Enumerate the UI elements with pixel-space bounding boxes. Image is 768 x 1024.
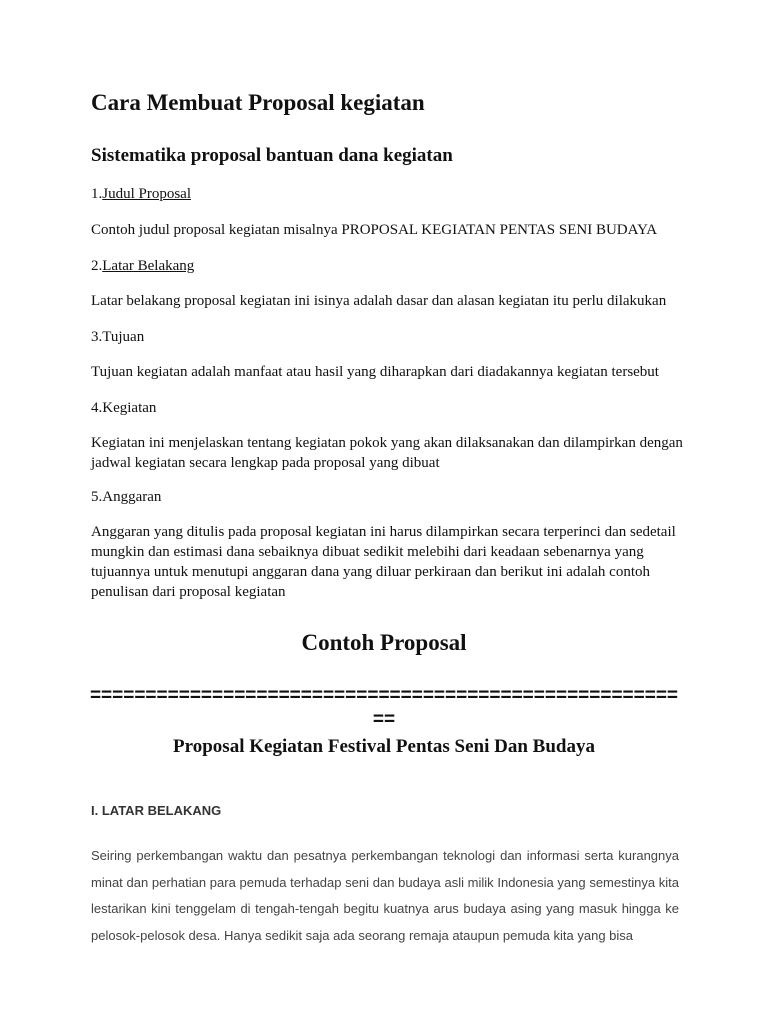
section-number: 2.	[91, 258, 103, 274]
section-number: 4.	[91, 400, 103, 416]
separator-line-1: =====================================================	[89, 685, 679, 706]
proposal-section-heading: I. LATAR BELAKANG	[91, 803, 222, 818]
section-heading-5	[91, 487, 161, 507]
section-number: 5.	[91, 489, 103, 505]
section-text-3: Tujuan kegiatan adalah manfaat atau hasil yang diharapkan dari diadakannya kegiatan tersebut	[91, 364, 659, 380]
proposal-title: Proposal Kegiatan Festival Pentas Seni Dan Budaya	[173, 736, 595, 757]
separator	[0, 684, 768, 732]
proposal-section-text: Seiring perkembangan waktu dan pesatnya perkembangan teknologi dan informasi serta kurangnya minat dan perhatian para pemuda terhadap seni dan budaya asli milik Indonesia yang semestinya kita lestarikan kini tenggelam di tengah-tengah begitu kuatnya arus budaya asing yang masuk hingga ke pelosok-pelosok desa. Hanya sedikit saja ada seorang remaja ataupun pemuda kita yang bisa	[91, 848, 679, 943]
page-title: Cara Membuat Proposal kegiatan	[91, 90, 425, 115]
section-text-5: Anggaran yang ditulis pada proposal kegiatan ini harus dilampirkan secara terperinci dan sedetail mungkin dan estimasi dana sebaiknya dibuat sedikit melebihi dari keadaan sebenarnya yang tujuannya untuk menutupi anggaran dana yang diluar perkiraan dan berikut ini adalah contoh penulisan dari proposal kegiatan	[91, 524, 676, 600]
section-text-2: Latar belakang proposal kegiatan ini isinya adalah dasar dan alasan kegiatan itu perlu dilakukan	[91, 293, 667, 309]
section-text-1: Contoh judul proposal kegiatan misalnya PROPOSAL KEGIATAN PENTAS SENI BUDAYA	[91, 222, 658, 238]
section-heading-link[interactable]: Judul Proposal	[102, 186, 192, 202]
section-heading-label: Tujuan	[102, 329, 145, 345]
section-heading-1	[91, 184, 191, 204]
section-heading-link[interactable]: Latar Belakang	[102, 258, 195, 274]
section-heading-2	[91, 256, 194, 276]
section-heading-3	[91, 327, 144, 347]
section-heading-label: Anggaran	[102, 489, 162, 505]
section-number: 1.	[91, 186, 103, 202]
section-number: 3.	[91, 329, 103, 345]
separator-line-2: ==	[372, 709, 396, 730]
section-text-4: Kegiatan ini menjelaskan tentang kegiatan pokok yang akan dilaksanakan dan dilampirkan dengan jadwal kegiatan secara lengkap pada proposal yang dibuat	[91, 435, 683, 471]
page-subtitle: Sistematika proposal bantuan dana kegiatan	[91, 145, 453, 166]
example-heading: Contoh Proposal	[301, 630, 467, 655]
section-heading-label: Kegiatan	[102, 400, 157, 416]
section-heading-4	[91, 398, 156, 418]
